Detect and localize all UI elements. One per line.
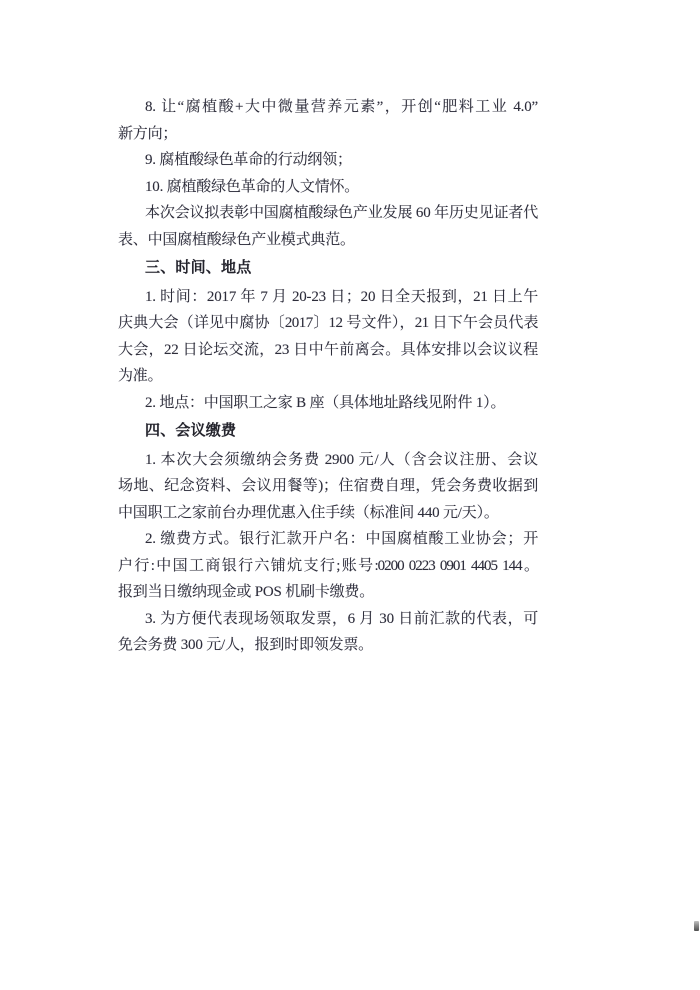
text-line-bank-account: 户行:中国工商银行六铺炕支行;账号:0200 0223 0901 4405 144。 [118,557,538,574]
text-line: 表、中国腐植酸绿色产业模式典范。 [118,231,355,248]
text-line: 1. 时间：2017 年 7 月 20-23 日；20 日全天报到，21 日上午 [145,288,538,305]
text-line: 大会，22 日论坛交流，23 日中午前离会。具体安排以会议议程 [118,341,538,358]
text-line: 8. 让“腐植酸+大中微量营养元素”，开创“肥料工业 4.0” [145,99,538,115]
text-line: 新方向； [118,125,178,142]
text-line: 本次会议拟表彰中国腐植酸绿色产业发展 60 年历史见证者代 [145,205,538,221]
text-line: 2. 地点：中国职工之家 B 座（具体地址路线见附件 1）。 [145,394,506,411]
text-line: 1. 本次大会须缴纳会务费 2900 元/人（含会议注册、会议 [145,451,538,468]
text-line: 中国职工之家前台办理优惠入住手续（标准间 440 元/天）。 [118,504,499,521]
document-text-block [118,94,538,659]
text-line: 场地、纪念资料、会议用餐等)；住宿费自理，凭会务费收据到 [118,478,538,494]
section-heading-time-place: 三、时间、地点 [145,260,252,276]
section-heading-fees: 四、会议缴费 [145,423,237,439]
text-line: 庆典大会（详见中腐协〔2017〕12 号文件），21 日下午会员代表 [118,315,538,331]
text-line: 免会务费 300 元/人，报到时即领发票。 [118,637,373,653]
text-line: 3. 为方便代表现场领取发票，6 月 30 日前汇款的代表，可 [145,610,538,627]
scan-speck-artifact [694,921,699,931]
text-line: 10. 腐植酸绿色革命的人文情怀。 [145,178,360,195]
text-line: 报到当日缴纳现金或 POS 机刷卡缴费。 [118,584,375,600]
text-line: 2. 缴费方式。银行汇款开户名：中国腐植酸工业协会；开 [145,531,538,547]
text-line: 9. 腐植酸绿色革命的行动纲领； [145,152,352,168]
text-line: 为准。 [118,368,163,384]
